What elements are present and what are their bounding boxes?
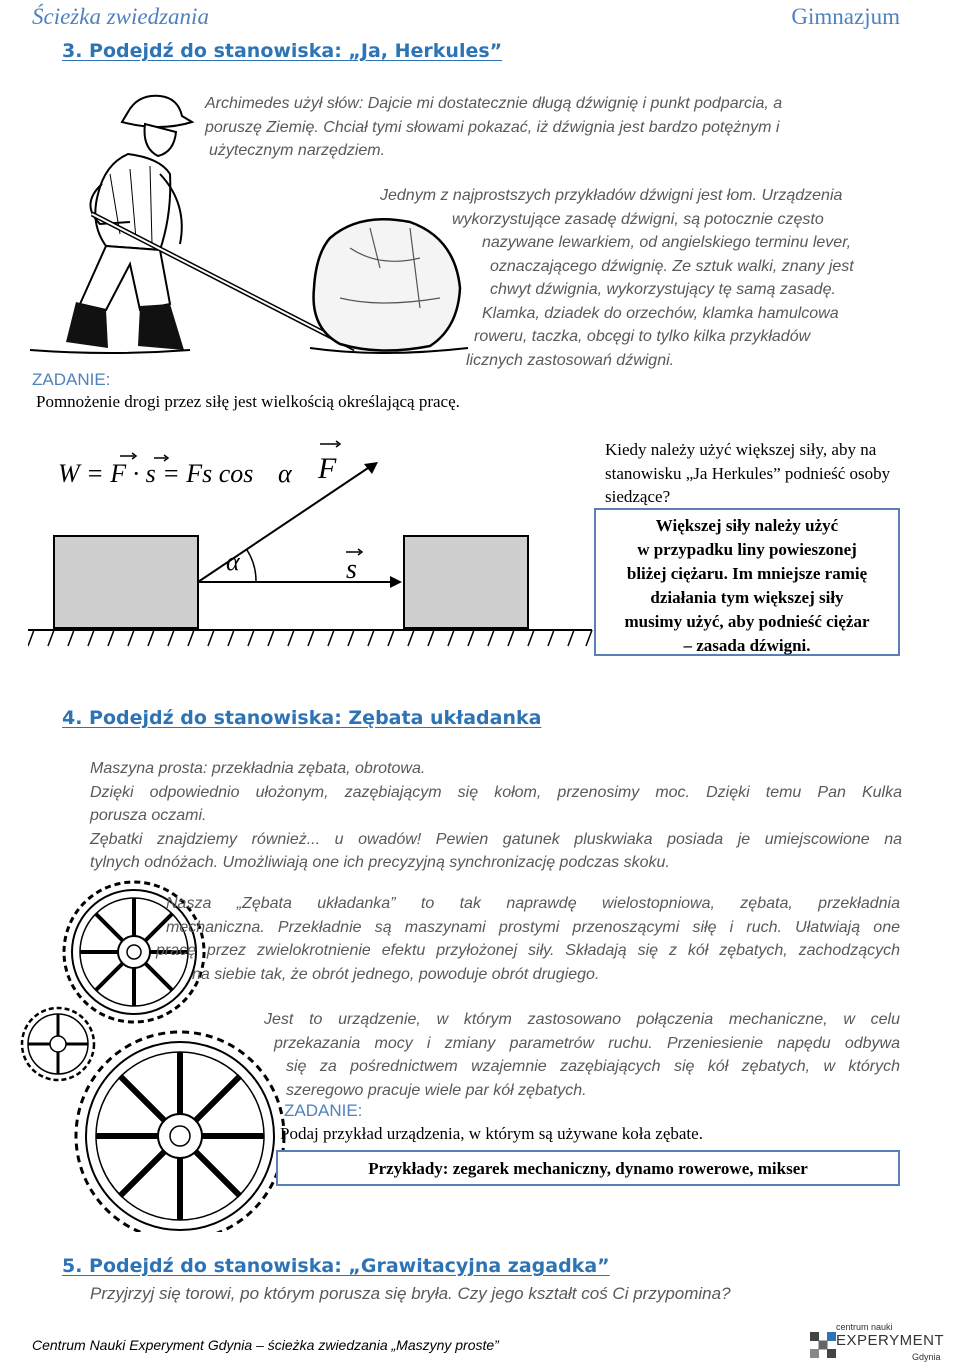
section-3-title: 3. Podejdź do stanowiska: „Ja, Herkules”	[62, 40, 503, 62]
section-4-task-label: ZADANIE:	[284, 1101, 363, 1120]
section-3-task-text: Pomnożenie drogi przez siłę jest wielkością określającą pracę.	[36, 392, 460, 411]
para-line: się za pośrednictwem wzajemnie zazębiających się kół zębatych, w których	[286, 1058, 900, 1075]
para-line: Maszyna prosta: przekładnia zębata, obrotowa.	[90, 760, 426, 777]
section-3-intro	[205, 92, 865, 163]
intro-line: Archimedes użył słów: Dajcie mi dostatecznie długą dźwignię i punkt podparcia, a	[205, 95, 783, 112]
para-line: Dzięki odpowiednio ułożonym, zazębiającym się kołom, przenosimy moc. Dzięki temu Pan Kulka	[90, 783, 902, 801]
para-line: tylnych odnóżach. Umożliwiają one ich precyzyjną synchronizację podczas skoku.	[90, 854, 670, 871]
section-3-answer-box	[594, 508, 900, 656]
answer-line: – zasada dźwigni.	[683, 636, 811, 655]
work-formula-diagram	[28, 436, 596, 658]
desc-line: Jednym z najprostszych przykładów dźwigni jest łom. Urządzenia	[380, 187, 843, 204]
force-vector-label: F	[318, 452, 337, 485]
desc-line: oznaczającego dźwignię. Ze sztuk walki, znany jest	[490, 257, 854, 275]
section-4-paragraph-1	[90, 757, 902, 875]
logo-x-mark	[808, 1330, 838, 1360]
logo-city: Gdynia	[912, 1352, 941, 1362]
para-line: pracę przez zwielokrotnienie efektu przyłożonej siły. Składają się z kół zębatych, zachodzących	[156, 942, 900, 959]
para-line: porusza oczami.	[90, 807, 207, 824]
para-line: szeregowo pracuje wiele par kół zębatych.	[286, 1081, 587, 1099]
section-4-title: 4. Podejdź do stanowiska: Zębata układanka	[62, 707, 542, 729]
formula-alpha: α	[278, 459, 292, 488]
footer-text: Centrum Nauki Experyment Gdynia – ścieżka zwiedzania „Maszyny proste”	[32, 1337, 499, 1353]
logo-tagline: centrum nauki	[836, 1322, 893, 1332]
desc-line: chwyt dźwignia, wykorzystujący tę samą zasadę.	[490, 281, 836, 298]
section-3-question: Kiedy należy użyć większej siły, aby na stanowisku „Ja Herkules” podnieść osoby siedzące?	[605, 440, 891, 506]
desc-line: wykorzystujące zasadę dźwigni, są potocznie często	[452, 210, 824, 228]
desc-line: nazywane lewarkiem, od angielskiego terminu lever,	[482, 234, 852, 251]
section-4-paragraph-3	[264, 1008, 900, 1102]
para-line: Zębatki znajdziemy również... u owadów! Pewien gatunek pluskwiaka posiada je umiejscowione na	[90, 830, 902, 848]
intro-line: użytecznym narzędziem.	[209, 142, 386, 159]
answer-line: działania tym większej siły	[650, 588, 844, 607]
section-4-answer-box	[276, 1150, 900, 1186]
section-5-title: 5. Podejdź do stanowiska: „Grawitacyjna zagadka”	[62, 1255, 610, 1277]
angle-alpha-label: α	[226, 547, 240, 576]
desc-line: roweru, taczka, obcęgi to tylko kilka przykładów	[474, 328, 811, 345]
section-5-text: Przyjrzyj się torowi, po którym porusza się bryła. Czy jego kształt coś Ci przypomina?	[90, 1284, 731, 1303]
experyment-logo	[808, 1322, 950, 1368]
answer-line: musimy użyć, aby podnieść ciężar	[624, 612, 870, 631]
displacement-vector-label: s	[346, 554, 357, 585]
header-level: Gimnazjum	[791, 4, 900, 29]
section-3-description	[380, 184, 900, 372]
para-line: mechaniczna. Przekładnie są maszynami prostymi przenoszącymi siłę i ruch. Ułatwiają one	[166, 918, 900, 936]
formula-text: W = F · s = Fs cos	[58, 459, 254, 488]
header-path-title: Ścieżka zwiedzania	[32, 4, 209, 29]
para-line: Nasza „Zębata układanka” to tak naprawdę wielostopniowa, zębata, przekładnia	[166, 895, 900, 912]
para-line: Jest to urządzenie, w którym zastosowano połączenia mechaniczne, w celu	[264, 1011, 900, 1028]
section-4-answer: Przykłady: zegarek mechaniczny, dynamo rowerowe, mikser	[368, 1159, 808, 1178]
answer-line: Większej siły należy użyć	[655, 516, 839, 535]
answer-line: w przypadku liny powieszonej	[637, 540, 857, 559]
section-3-task-label: ZADANIE:	[32, 370, 111, 389]
desc-line: licznych zastosowań dźwigni.	[466, 351, 675, 369]
intro-line: poruszę Ziemię. Chciał tymi słowami pokazać, iż dźwignia jest bardzo potężnym i	[205, 118, 780, 136]
answer-line: bliżej ciężaru. Im mniejsze ramię	[626, 564, 868, 583]
desc-line: Klamka, dziadek do orzechów, klamka hamulcowa	[482, 304, 839, 322]
logo-wordmark: EXPERYMENT	[836, 1332, 945, 1349]
section-4-task-text: Podaj przykład urządzenia, w którym są używane koła zębate.	[280, 1124, 703, 1143]
section-4-paragraph-2	[156, 892, 900, 986]
para-line: przekazania mocy i zmiany parametrów ruchu. Przeniesienie napędu odbywa	[274, 1034, 900, 1052]
para-line: na siebie tak, że obrót jednego, powoduje obrót drugiego.	[192, 965, 600, 983]
